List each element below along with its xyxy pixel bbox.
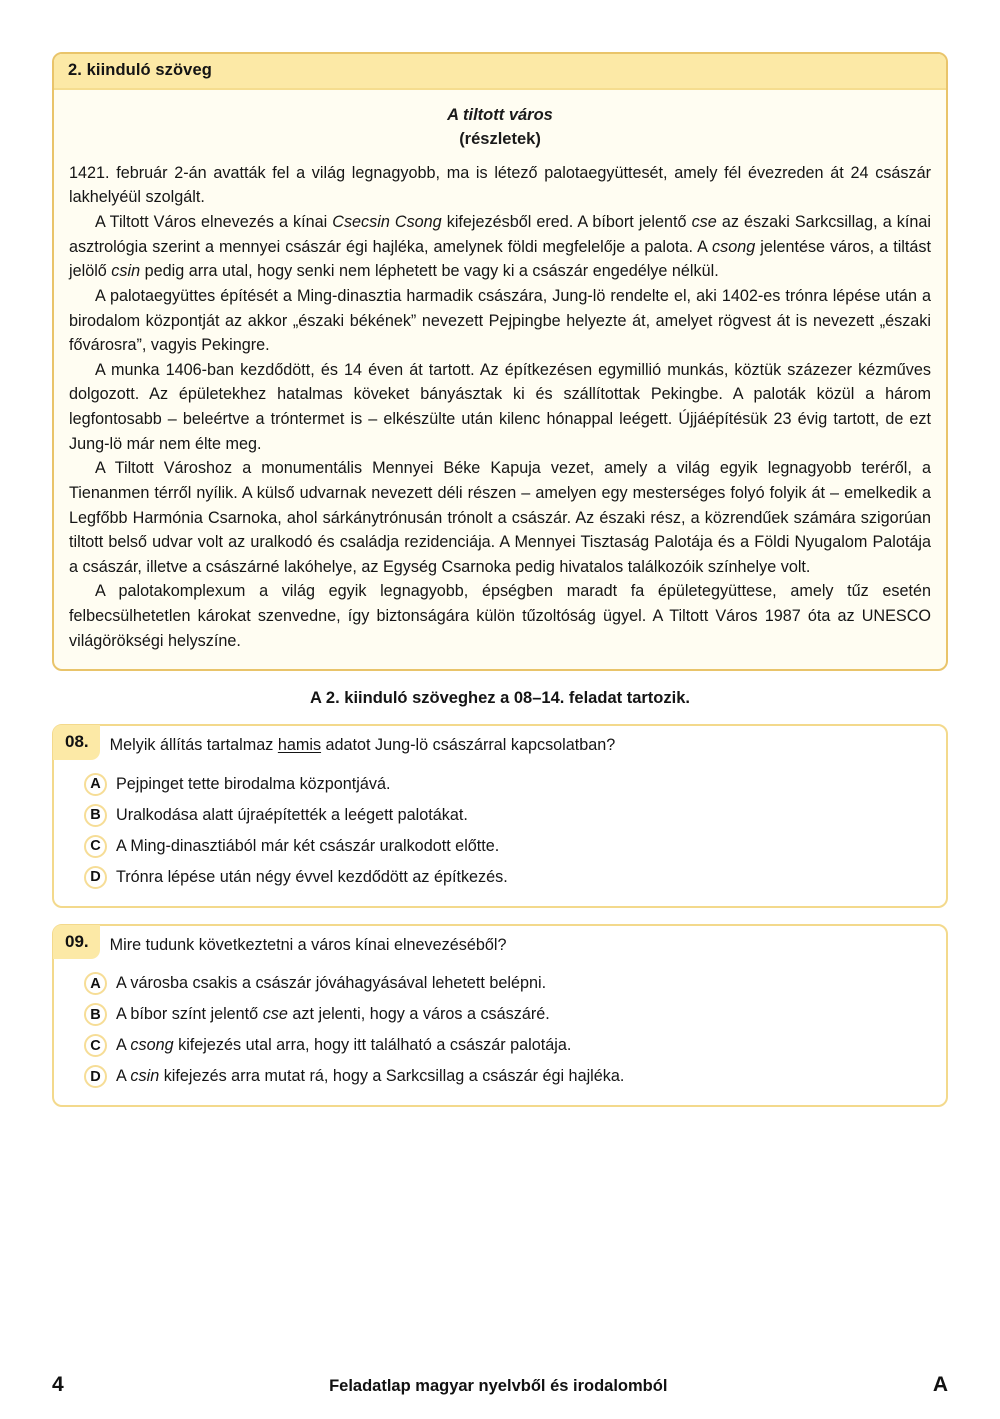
text-run: Melyik állítás tartalmaz (109, 736, 278, 755)
option-letter-circle[interactable]: D (84, 866, 107, 889)
answer-option-c[interactable] (54, 831, 946, 862)
answer-option-d[interactable] (54, 862, 946, 893)
text-run: A városba csakis a császár jóváhagyásával lehetett belépni. (116, 974, 547, 993)
source-paragraph (69, 284, 931, 358)
answer-option-d[interactable] (54, 1061, 946, 1092)
task-range-instruction: A 2. kiinduló szöveghez a 08–14. feladat tartozik. (310, 689, 690, 708)
italic-term: csin (111, 262, 141, 281)
text-run: az északi Sarkcsillag, a kínai asztrológia szerint a mennyei császár égi hajléka, amelynek földi megfelelője a palota. A (69, 213, 931, 256)
source-paragraph (69, 161, 931, 210)
answer-option-list (54, 968, 946, 1092)
question-prompt (100, 726, 632, 757)
text-run: 1421. február 2-án avatták fel a világ legnagyobb, ma is létező palotaegyüttesét, amely fél évezreden át 24 császár lakhelyéül szolgált. (69, 163, 931, 207)
option-text (107, 867, 508, 888)
answer-option-b[interactable] (54, 800, 946, 831)
italic-term: cse (262, 1005, 288, 1024)
source-paragraph-list (69, 161, 931, 654)
option-text (107, 1004, 550, 1025)
source-text-body (54, 90, 946, 669)
footer-page-number: 4 (52, 1373, 64, 1396)
text-run: pedig arra utal, hogy senki nem léphetett be vagy ki a császár engedélye nélkül. (140, 262, 719, 281)
option-text (107, 1035, 571, 1056)
question-box (52, 924, 948, 1107)
option-letter-circle[interactable]: B (84, 1003, 107, 1026)
question-number: 08. (53, 725, 100, 759)
answer-option-a[interactable] (54, 968, 946, 999)
question-prompt (100, 926, 523, 957)
text-run: azt jelenti, hogy a város a császáré. (287, 1005, 550, 1024)
option-letter-circle[interactable]: B (84, 804, 107, 827)
text-run: adatot Jung-lö császárral kapcsolatban? (321, 736, 616, 755)
option-letter-circle[interactable]: C (84, 835, 107, 858)
text-run: A palotakomplexum a világ egyik legnagyobb, épségben maradt fa épületegyüttese, amely tűz esetén felbecsülhetetlen károkat szenvedne, így biztonságára külön tűzoltóság ügyel. A Tiltott Város 1987 óta az UNESCO világörökségi helyszíne. (69, 582, 931, 650)
text-run: kifejezésből ered. A bíbort jelentő (441, 213, 692, 232)
question-number: 09. (53, 925, 100, 959)
italic-term: cse (691, 213, 717, 232)
option-text (107, 805, 468, 826)
text-run: kifejezés arra mutat rá, hogy a Sarkcsillag a császár égi hajléka. (159, 1067, 625, 1086)
text-run: A palotaegyüttes építését a Ming-dinasztia harmadik császára, Jung-lö rendelte el, aki 1402-es trónra lépése után a birodalom központját az akkor „északi békének” nevezett Pejpingbe helyezte át, amelyet rögvest át is nevezett „északi fővárosra”, vagyis Pekingre. (69, 286, 931, 355)
italic-term: csin (130, 1067, 160, 1086)
source-text-box (52, 52, 948, 671)
option-text (107, 774, 390, 795)
source-paragraph (69, 210, 931, 284)
text-run: kifejezés utal arra, hogy itt található a császár palotája. (173, 1036, 572, 1055)
question-header (54, 726, 946, 759)
italic-term: csong (712, 237, 756, 256)
option-text (107, 973, 546, 994)
source-text-header: 2. kiinduló szöveg (54, 54, 946, 90)
italic-term: Csecsin Csong (332, 213, 442, 232)
option-letter-circle[interactable]: A (84, 972, 107, 995)
text-run: Uralkodása alatt újraépítették a leégett palotákat. (116, 805, 468, 824)
text-run: A Tiltott Város elnevezés a kínai (95, 213, 333, 232)
emphasis-underline: hamis (277, 736, 322, 755)
text-run: A Tiltott Városhoz a monumentális Mennyei Béke Kapuja vezet, amely a világ egyik legnagyobb teréről, a Tienanmen térről nyílik. A külső udvarnak nevezett déli részen – amelyen egy mesterséges folyó folyik át – emelkedik a Legfőbb Harmónia Csarnoka, ahol sárkánytrónusán trónolt a császár. Az északi rész, a közrendűek számára szigorúan tiltott belső udvar volt az uralkodó és családja rezidenciája. A Mennyei Tisztaság Palotája és a Földi Nyugalom Palotája a császár, illetve a császárné lakóhelye, az Egység Csarnoka pedig hivatalos találkozóik színhelye volt. (69, 459, 931, 576)
option-letter-circle[interactable]: A (84, 773, 107, 796)
source-paragraph (69, 456, 931, 579)
answer-option-a[interactable] (54, 769, 946, 800)
text-run: A (116, 1067, 131, 1086)
footer-variant-letter: A (932, 1373, 948, 1396)
question-list (52, 724, 948, 1107)
source-paragraph (69, 579, 931, 653)
source-title: A tiltott város (447, 106, 553, 124)
answer-option-list (54, 769, 946, 893)
italic-term: csong (130, 1036, 174, 1055)
text-run: Pejpinget tette birodalma központjává. (116, 774, 391, 793)
text-run: A Ming-dinasztiából már két császár uralkodott előtte. (116, 836, 500, 855)
text-run: A (116, 1036, 131, 1055)
text-run: A bíbor színt jelentő (116, 1005, 263, 1024)
question-box (52, 724, 948, 907)
option-letter-circle[interactable]: C (84, 1034, 107, 1057)
option-text (107, 836, 499, 857)
answer-option-b[interactable] (54, 999, 946, 1030)
option-letter-circle[interactable]: D (84, 1065, 107, 1088)
option-text (107, 1066, 624, 1087)
text-run: Mire tudunk következtetni a város kínai elnevezéséből? (109, 935, 507, 954)
question-header (54, 926, 946, 959)
source-subtitle: (részletek) (459, 129, 541, 148)
text-run: A munka 1406-ban kezdődött, és 14 éven át tartott. Az építkezésen egymillió munkás, köztük százezer kézműves dolgozott. Az épületekhez hatalmas köveket bányásztak ki és szállítottak Pekingbe. A paloták közül a három legfontosabb – beleértve a tróntermet is – elkészülte után kilenc hónappal leégett. Újjáépítésük 23 évig tartott, de ezt Jung-lö már nem élte meg. (69, 360, 931, 453)
page-footer (52, 1373, 948, 1397)
text-run: Trónra lépése után négy évvel kezdődött az építkezés. (116, 867, 508, 886)
text-run: jelentése város, a tiltást jelölő (69, 237, 931, 281)
footer-title: Feladatlap magyar nyelvből és irodalomból (329, 1377, 668, 1395)
source-paragraph (69, 358, 931, 457)
answer-option-c[interactable] (54, 1030, 946, 1061)
